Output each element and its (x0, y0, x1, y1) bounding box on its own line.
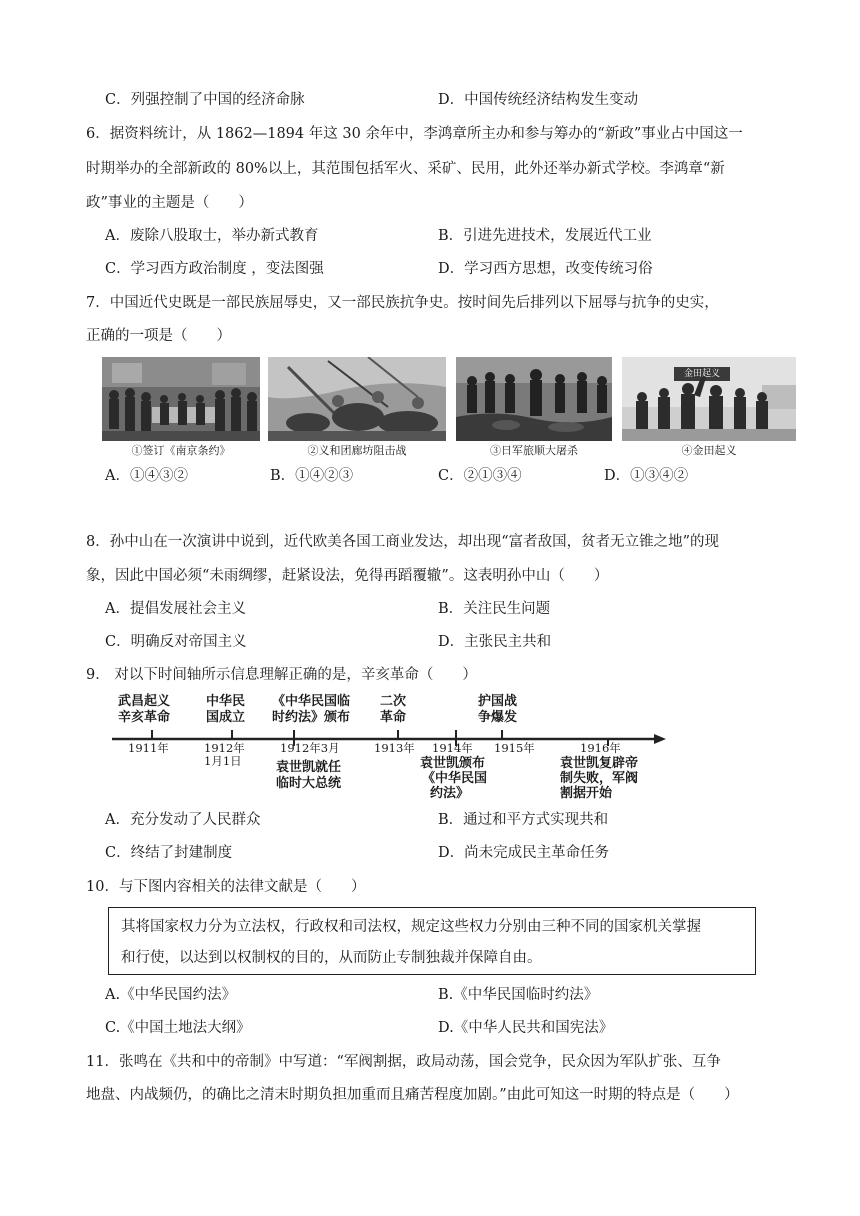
photo-nanjing-treaty (102, 357, 260, 441)
photo-lushun-massacre (456, 357, 612, 441)
q6-stem-line2: 时期举办的全部新政的 80%以上，其范围包括军火、采矿、民用，此外还举办新式学校。李鸿章“新 (86, 161, 725, 177)
q6-stem-line1: 6．据资料统计，从 1862—1894 年这 30 余年中，李鸿章所主办和参与筹办的“新政”事业占中国这一 (86, 126, 743, 142)
photo-caption-3: ③日军旅顺大屠杀 (490, 444, 578, 457)
timeline-bottom-2b: 《中华民国 (422, 771, 488, 786)
timeline-top-5a: 护国战 (478, 694, 518, 709)
q10-box-line1: 其将国家权力分为立法权，行政权和司法权，规定这些权力分别由三种不同的国家机关掌握 (121, 919, 701, 935)
timeline-top-2b: 国成立 (206, 710, 246, 725)
timeline-top-1b: 辛亥革命 (118, 710, 171, 725)
q7-stem-line1: 7．中国近代史既是一部民族屈辱史，又一部民族抗争史。按时间先后排列以下屈辱与抗争的史实， (86, 295, 719, 311)
q9-option-c[interactable]: C．终结了封建制度 (105, 845, 233, 861)
q8-stem-line1: 8．孙中山在一次演讲中说到，近代欧美各国工商业发达，却出现“富者敌国，贫者无立锥之地”的现 (86, 534, 720, 550)
timeline-top-4b: 革命 (380, 710, 407, 725)
statue-sign-text: 金田起义 (683, 369, 720, 379)
q9-option-d[interactable]: D．尚未完成民主革命任务 (438, 845, 610, 861)
timeline-date-1912b: 1月1日 (204, 754, 242, 768)
q9-stem-line1: 9． 对以下时间轴所示信息理解正确的是，辛亥革命（ ） (86, 667, 477, 683)
q10-option-a[interactable]: A.《中华民国约法》 (105, 987, 237, 1003)
timeline-bottom-3b: 制失败，军阀 (560, 771, 639, 786)
q7-option-c[interactable]: C．②①③④ (438, 468, 522, 484)
q10-option-c[interactable]: C.《中国土地法大纲》 (105, 1020, 251, 1036)
q10-option-d[interactable]: D.《中华人民共和国宪法》 (438, 1020, 614, 1036)
photo-caption-2: ②义和团廊坊阻击战 (307, 444, 407, 457)
timeline-bottom-3a: 袁世凯复辟帝 (560, 756, 639, 771)
q6-option-a[interactable]: A．废除八股取士，举办新式教育 (105, 228, 319, 244)
q5-option-c[interactable]: C．列强控制了中国的经济命脉 (105, 92, 305, 108)
q5-option-d[interactable]: D．中国传统经济结构发生变动 (438, 92, 639, 108)
timeline-date-1916: 1916年 (580, 741, 621, 755)
q6-option-c[interactable]: C．学习西方政治制度 ，变法图强 (105, 261, 324, 277)
q9-option-a[interactable]: A．充分发动了人民群众 (105, 812, 261, 828)
photo-jintian-uprising (622, 357, 796, 441)
timeline-bottom-3c: 割据开始 (560, 786, 613, 801)
timeline-bottom-1b: 临时大总统 (276, 776, 342, 791)
q7-option-b[interactable]: B．①④②③ (270, 468, 354, 484)
timeline-date-1911: 1911年 (128, 741, 169, 755)
timeline-top-3b: 时约法》颁布 (272, 710, 351, 725)
timeline-date-1915: 1915年 (494, 741, 535, 755)
timeline-date-1912-3: 1912年3月 (280, 741, 340, 755)
timeline-figure (108, 690, 668, 802)
timeline-top-5b: 争爆发 (478, 710, 518, 725)
photo-caption-1: ①签订《南京条约》 (131, 444, 231, 457)
photo-caption-4: ④金田起义 (681, 444, 737, 457)
q8-stem-line2: 象，因此中国必须“未雨绸缪，赶紧设法，免得再蹈覆辙”。这表明孙中山（ ） (86, 568, 609, 584)
timeline-date-1914: 1914年 (432, 741, 473, 755)
q10-box-line2: 和行使，以达到以权制权的目的，从而防止专制独裁并保障自由。 (121, 950, 542, 966)
q8-option-c[interactable]: C．明确反对帝国主义 (105, 634, 247, 650)
q6-option-d[interactable]: D．学习西方思想，改变传统习俗 (438, 261, 653, 277)
q11-stem-line2: 地盘、内战频仍，的确比之清末时期负担加重而且痛苦程度加剧。”由此可知这一时期的特点是（ ） (86, 1087, 739, 1103)
q8-option-b[interactable]: B．关注民生问题 (438, 601, 551, 617)
q10-material-box (108, 907, 756, 975)
timeline-bottom-1a: 袁世凯就任 (276, 760, 342, 775)
timeline-top-2a: 中华民 (206, 694, 246, 709)
timeline-bottom-2c: 约法》 (430, 786, 470, 801)
timeline-top-1a: 武昌起义 (118, 694, 171, 709)
q8-option-a[interactable]: A．提倡发展社会主义 (105, 601, 246, 617)
q6-stem-line3: 政”事业的主题是（ ） (86, 195, 253, 211)
timeline-top-4a: 二次 (380, 694, 407, 709)
timeline-date-1913: 1913年 (374, 741, 415, 755)
q11-stem-line1: 11．张鸣在《共和中的帝制》中写道：“军阀割据，政局动荡，国会党争，民众因为军队扩张、互争 (86, 1054, 721, 1070)
timeline-bottom-2a: 袁世凯颁布 (420, 756, 486, 771)
q7-option-d[interactable]: D．①③④② (604, 468, 689, 484)
q10-stem-line1: 10．与下图内容相关的法律文献是（ ） (86, 879, 366, 895)
timeline-top-3a: 《中华民国临 (272, 694, 351, 709)
q6-option-b[interactable]: B．引进先进技术，发展近代工业 (438, 228, 652, 244)
photo-boxer-battle (268, 357, 446, 441)
timeline-date-1912a: 1912年 (204, 741, 245, 755)
q7-stem-line2: 正确的一项是（ ） (86, 328, 231, 344)
q7-option-a[interactable]: A．①④③② (105, 468, 188, 484)
q8-option-d[interactable]: D．主张民主共和 (438, 634, 552, 650)
q9-option-b[interactable]: B．通过和平方式实现共和 (438, 812, 609, 828)
q10-option-b[interactable]: B.《中华民国临时约法》 (438, 987, 599, 1003)
